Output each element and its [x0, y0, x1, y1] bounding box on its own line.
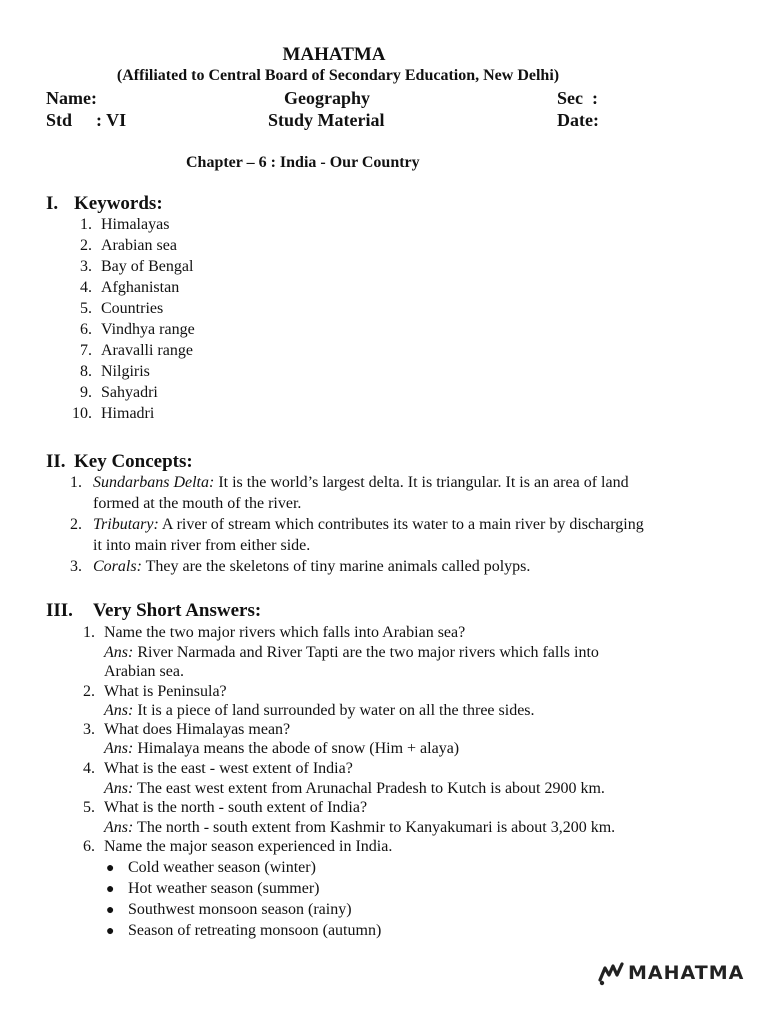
bullet-icon: ●: [106, 924, 115, 939]
keywords-heading: Keywords:: [74, 193, 163, 214]
bullet-icon: ●: [106, 882, 115, 897]
question-number: 2.: [83, 683, 95, 700]
affiliation: (Affiliated to Central Board of Secondary Education, New Delhi): [116, 67, 560, 84]
keyword-number: 8.: [80, 363, 92, 380]
concept-item: [93, 558, 530, 576]
concepts-heading: Key Concepts:: [74, 451, 193, 472]
concept-text-cont: it into main river from either side.: [93, 537, 311, 554]
answers-numeral: III.: [46, 600, 73, 621]
question-text: What is Peninsula?: [104, 683, 227, 700]
keywords-numeral: I.: [46, 193, 59, 214]
concept-item: [93, 474, 629, 492]
std-label: Std: [46, 110, 73, 130]
keyword-item: Countries: [101, 300, 164, 317]
answer-text: [104, 702, 535, 720]
season-item: Hot weather season (summer): [128, 880, 320, 897]
date-label: Date:: [557, 110, 599, 130]
answer-text: [104, 740, 459, 758]
concept-term: Tributary:: [93, 516, 159, 533]
keyword-item: Bay of Bengal: [101, 258, 194, 275]
ans-label: Ans:: [104, 702, 134, 719]
keyword-item: Aravalli range: [101, 342, 193, 359]
season-item: Cold weather season (winter): [128, 859, 316, 876]
answer-body: The east west extent from Arunachal Pradesh to Kutch is about 2900 km.: [133, 780, 605, 797]
answer-text: [104, 780, 605, 798]
keyword-number: 5.: [80, 300, 92, 317]
question-number: 5.: [83, 799, 95, 816]
mahatma-logo-icon: [598, 960, 624, 986]
keyword-number: 2.: [80, 237, 92, 254]
subject: Geography: [284, 88, 371, 108]
concept-term: Sundarbans Delta:: [93, 474, 215, 491]
keyword-number: 9.: [80, 384, 92, 401]
ans-label: Ans:: [104, 740, 134, 757]
answers-heading: Very Short Answers:: [93, 600, 262, 621]
study-material: Study Material: [268, 110, 385, 130]
school-name: MAHATMA: [282, 44, 386, 65]
concept-term: Corals:: [93, 558, 142, 575]
answer-text: [104, 644, 599, 662]
question-number: 3.: [83, 721, 95, 738]
concept-text: A river of stream which contributes its water to a main river by discharging: [158, 516, 644, 533]
question-number: 1.: [83, 624, 95, 641]
keyword-item: Vindhya range: [101, 321, 195, 338]
ans-label: Ans:: [104, 644, 134, 661]
keyword-number: 7.: [80, 342, 92, 359]
season-item: Southwest monsoon season (rainy): [128, 901, 352, 918]
season-item: Season of retreating monsoon (autumn): [128, 922, 382, 939]
name-label: Name:: [46, 88, 97, 108]
bullet-icon: ●: [106, 903, 115, 918]
keyword-number: 3.: [80, 258, 92, 275]
concept-text: They are the skeletons of tiny marine animals called polyps.: [141, 558, 531, 575]
concept-number: 1.: [70, 474, 82, 491]
ans-label: Ans:: [104, 819, 134, 836]
std-value: : VI: [96, 110, 127, 130]
answer-body: Himalaya means the abode of snow (Him + alaya): [133, 740, 460, 757]
answer-body: River Narmada and River Tapti are the two major rivers which falls into: [133, 644, 599, 661]
question-text: Name the major season experienced in India.: [104, 838, 393, 855]
keyword-item: Sahyadri: [101, 384, 158, 401]
question-number: 4.: [83, 760, 95, 777]
concepts-numeral: II.: [46, 451, 66, 472]
chapter-title: Chapter – 6 : India - Our Country: [186, 154, 420, 171]
question-text: Name the two major rivers which falls into Arabian sea?: [104, 624, 466, 641]
question-number: 6.: [83, 838, 95, 855]
footer-brand: MAHATMA: [628, 962, 745, 984]
keyword-item: Afghanistan: [101, 279, 180, 296]
keyword-item: Himalayas: [101, 216, 170, 233]
keyword-number: 6.: [80, 321, 92, 338]
question-text: What is the east - west extent of India?: [104, 760, 353, 777]
keyword-number: 4.: [80, 279, 92, 296]
bullet-icon: ●: [106, 861, 115, 876]
answer-text: [104, 819, 615, 837]
answer-body: It is a piece of land surrounded by water on all the three sides.: [133, 702, 535, 719]
concept-number: 2.: [70, 516, 82, 533]
answer-body: The north - south extent from Kashmir to Kanyakumari is about 3,200 km.: [133, 819, 616, 836]
question-text: What is the north - south extent of India?: [104, 799, 368, 816]
keyword-number: 1.: [80, 216, 92, 233]
answer-text-cont: Arabian sea.: [104, 663, 184, 680]
keyword-item: Nilgiris: [101, 363, 150, 380]
ans-label: Ans:: [104, 780, 134, 797]
keyword-number: 10.: [72, 405, 92, 422]
concept-text-cont: formed at the mouth of the river.: [93, 495, 302, 512]
concept-text: It is the world’s largest delta. It is triangular. It is an area of land: [214, 474, 629, 491]
concept-item: [93, 516, 644, 534]
concept-number: 3.: [70, 558, 82, 575]
sec-label: Sec :: [557, 88, 598, 108]
footer-logo: [598, 960, 744, 986]
question-text: What does Himalayas mean?: [104, 721, 291, 738]
keyword-item: Arabian sea: [101, 237, 177, 254]
keyword-item: Himadri: [101, 405, 155, 422]
